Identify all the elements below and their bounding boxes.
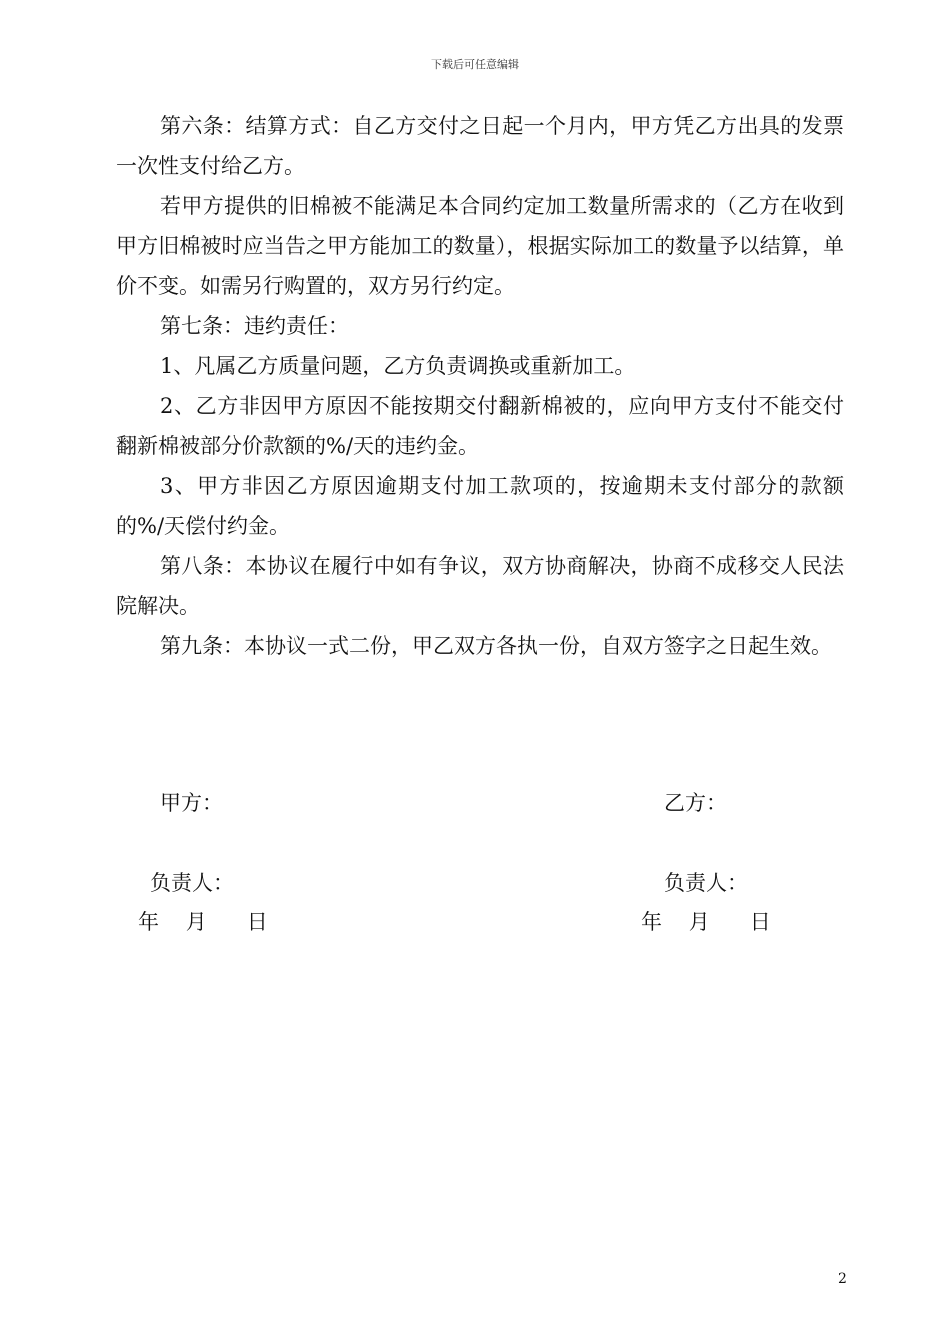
clause-6-supplement: 若甲方提供的旧棉被不能满足本合同约定加工数量所需求的（乙方在收到甲方旧棉被时应当告之甲方能加工的数量），根据实际加工的数量予以结算，单价不变。如需另行购置的，双方另行约定。 bbox=[116, 194, 844, 298]
date-line-b: 年 月 日 bbox=[641, 910, 771, 934]
contract-body bbox=[116, 106, 844, 666]
clause-7-item-3: 3、甲方非因乙方原因逾期支付加工款项的，按逾期未支付部分的款额的%/天偿付约金。 bbox=[116, 474, 844, 538]
clause-7-title: 第七条：违约责任： bbox=[160, 314, 349, 338]
clause-9-effect: 第九条：本协议一式二份，甲乙双方各执一份，自双方签字之日起生效。 bbox=[160, 634, 832, 658]
clause-7-item-2: 2、乙方非因甲方原因不能按期交付翻新棉被的，应向甲方支付不能交付翻新棉被部分价款额的%/天的违约金。 bbox=[116, 394, 844, 458]
clause-7-item-1: 1、凡属乙方质量问题，乙方负责调换或重新加工。 bbox=[160, 354, 636, 378]
party-b-label: 乙方： bbox=[664, 791, 727, 815]
date-line-a: 年 月 日 bbox=[138, 910, 268, 934]
header-note: 下载后可任意编辑 bbox=[431, 58, 519, 71]
person-in-charge-b: 负责人： bbox=[664, 871, 748, 895]
person-in-charge-a: 负责人： bbox=[150, 871, 234, 895]
clause-6-settlement: 第六条：结算方式：自乙方交付之日起一个月内，甲方凭乙方出具的发票一次性支付给乙方。 bbox=[116, 114, 844, 178]
party-a-label: 甲方： bbox=[160, 791, 223, 815]
clause-8-dispute: 第八条：本协议在履行中如有争议，双方协商解决，协商不成移交人民法院解决。 bbox=[116, 554, 844, 618]
page-number: 2 bbox=[838, 1271, 847, 1287]
